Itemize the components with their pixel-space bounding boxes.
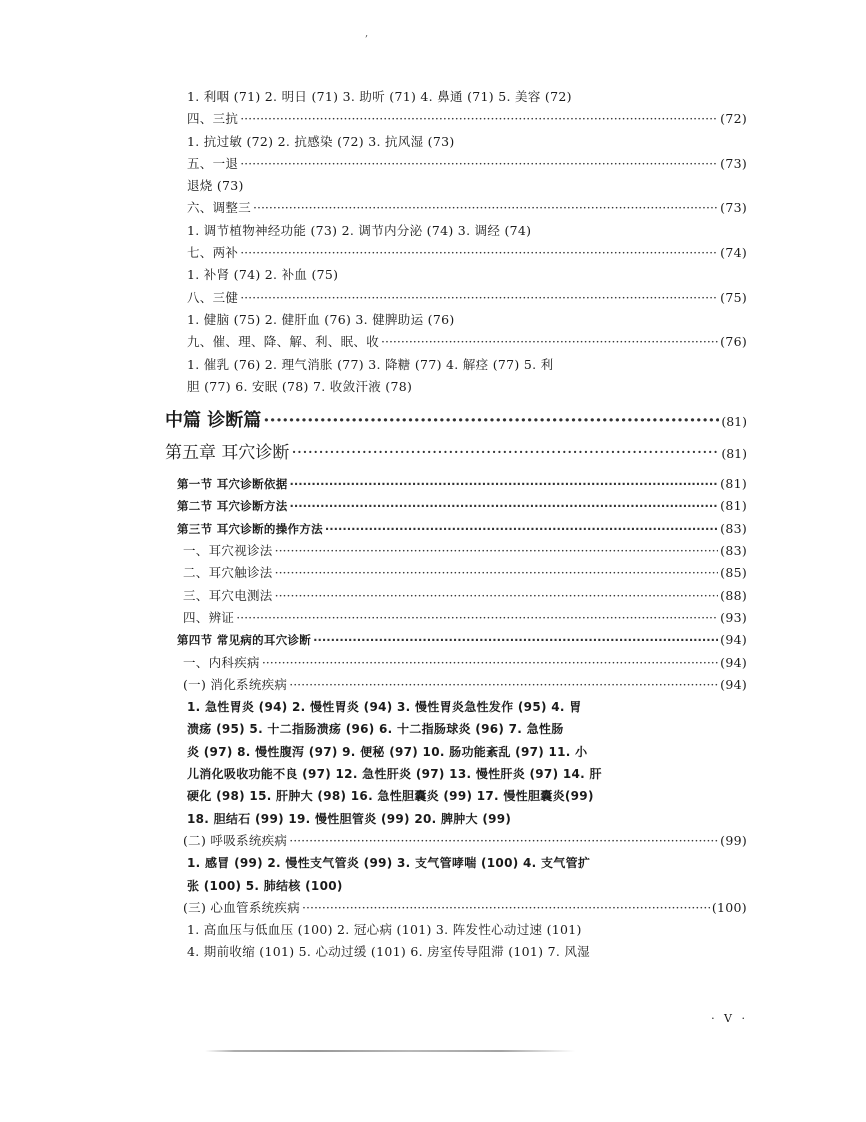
leader-dots xyxy=(240,108,718,130)
toc-text-line: 1. 利咽 (71) 2. 明日 (71) 3. 助听 (71) 4. 鼻通 (71) 5. 美容 (72) xyxy=(187,89,572,104)
page-footer: · V · xyxy=(711,1012,748,1025)
toc-entry xyxy=(183,674,747,696)
chapter-title: 第五章 耳穴诊断 xyxy=(165,443,290,464)
toc-entry-title: 第一节 耳穴诊断依据 xyxy=(177,477,288,492)
toc-entry xyxy=(187,242,747,264)
toc-entry-page: (73) xyxy=(720,200,747,216)
scan-mark: , xyxy=(365,28,369,39)
toc-entry-page: (83) xyxy=(720,520,747,536)
leader-dots xyxy=(236,607,718,629)
toc-entry-page: (93) xyxy=(720,609,747,625)
leader-dots xyxy=(289,674,718,696)
toc-entry-title: 四、辨证 xyxy=(183,609,235,625)
toc-entry xyxy=(187,287,747,309)
toc-entry-page: (81) xyxy=(720,498,747,514)
toc-text-line: 1. 补肾 (74) 2. 补血 (75) xyxy=(187,267,339,283)
toc-entry-title: 第二节 耳穴诊断方法 xyxy=(177,499,288,514)
toc-section-entry xyxy=(177,518,747,540)
toc-section-entry xyxy=(177,473,747,495)
leader-dots xyxy=(275,585,719,607)
toc-text-line: 硬化 (98) 15. 肝肿大 (98) 16. 急性胆囊炎 (99) 17. 慢性胆囊炎(99) xyxy=(187,789,594,804)
toc-text-line: 1. 催乳 (76) 2. 理气消胀 (77) 3. 降糖 (77) 4. 解痉 (77) 5. 利 xyxy=(187,356,554,372)
toc-text-line: 1. 健脑 (75) 2. 健肝血 (76) 3. 健脾助运 (76) xyxy=(187,311,455,327)
toc-entry-page: (74) xyxy=(720,245,747,261)
toc-text-line: 1. 感冒 (99) 2. 慢性支气管炎 (99) 3. 支气管哮喘 (100) 4. 支气管扩 xyxy=(187,856,591,871)
toc-entry-page: (73) xyxy=(720,155,747,171)
toc-entry xyxy=(183,585,747,607)
toc-text-line: 1. 急性胃炎 (94) 2. 慢性胃炎 (94) 3. 慢性胃炎急性发作 (95) 4. 胃 xyxy=(187,700,582,715)
chapter-heading xyxy=(165,437,747,470)
toc-entry-page: (88) xyxy=(720,587,747,603)
toc-entry xyxy=(183,540,747,562)
toc-entry-page: (94) xyxy=(720,654,747,670)
scan-artifact-line xyxy=(205,1050,575,1052)
toc-entry-page: (83) xyxy=(720,543,747,559)
toc-entry-page: (94) xyxy=(720,676,747,692)
toc-text-line: 炎 (97) 8. 慢性腹泻 (97) 9. 便秘 (97) 10. 肠功能紊乱 (97) 11. 小 xyxy=(187,744,588,759)
toc-entry-title: 八、三健 xyxy=(187,289,239,305)
leader-dots xyxy=(240,153,718,175)
toc-entry-page: (94) xyxy=(720,632,747,648)
leader-dots xyxy=(262,652,718,674)
leader-dots xyxy=(325,518,718,540)
toc-section-entry xyxy=(177,629,747,651)
toc-entry-page: (85) xyxy=(720,565,747,581)
toc-entry-title: (一) 消化系统疾病 xyxy=(183,676,288,692)
toc-entry xyxy=(183,830,747,852)
toc-text-line: 1. 抗过敏 (72) 2. 抗感染 (72) 3. 抗风湿 (73) xyxy=(187,133,455,149)
toc-entry xyxy=(187,153,747,175)
toc-entry-page: (75) xyxy=(720,289,747,305)
toc-entry xyxy=(183,607,747,629)
toc-entry xyxy=(183,897,747,919)
toc-text-line: 退烧 (73) xyxy=(187,178,244,194)
toc-text-line: 1. 高血压与低血压 (100) 2. 冠心病 (101) 3. 阵发性心动过速 (101) xyxy=(187,922,582,938)
part-heading xyxy=(165,404,747,437)
toc-entry-page: (100) xyxy=(711,899,747,915)
leader-dots xyxy=(275,562,719,584)
toc-entry-title: 二、耳穴触诊法 xyxy=(183,565,273,581)
toc-entry xyxy=(187,108,747,130)
toc-entry-page: (72) xyxy=(720,111,747,127)
chapter-page: (81) xyxy=(721,446,747,462)
leader-dots xyxy=(313,629,718,651)
toc-entry-title: 九、催、理、降、解、利、眠、收 xyxy=(187,334,380,350)
toc-entry-title: 第三节 耳穴诊断的操作方法 xyxy=(177,521,323,536)
toc-block-therapy xyxy=(187,86,747,398)
leader-dots xyxy=(290,495,719,517)
toc-entry-title: 七、两补 xyxy=(187,245,239,261)
toc-entry-title: (三) 心血管系统疾病 xyxy=(183,899,301,915)
toc-entry-title: 三、耳穴电测法 xyxy=(183,587,273,603)
leader-dots xyxy=(253,197,718,219)
leader-dots xyxy=(381,331,718,353)
toc-text-line: 1. 调节植物神经功能 (73) 2. 调节内分泌 (74) 3. 调经 (74) xyxy=(187,222,532,238)
toc-entry-title: 一、内科疾病 xyxy=(183,654,260,670)
toc-entry xyxy=(183,652,747,674)
toc-entry-title: (二) 呼吸系统疾病 xyxy=(183,832,288,848)
toc-block-diagnosis xyxy=(177,473,747,964)
toc-text-line: 胆 (77) 6. 安眠 (78) 7. 收敛汗液 (78) xyxy=(187,378,413,394)
toc-entry-title: 五、一退 xyxy=(187,155,239,171)
toc-text-line: 溃疡 (95) 5. 十二指肠溃疡 (96) 6. 十二指肠球炎 (96) 7. 急性肠 xyxy=(187,722,564,737)
toc-text-line: 张 (100) 5. 肺结核 (100) xyxy=(187,878,343,893)
toc-entry xyxy=(187,197,747,219)
toc-text-line: 4. 期前收缩 (101) 5. 心动过缓 (101) 6. 房室传导阻滞 (101) 7. 风湿 xyxy=(187,944,590,960)
leader-dots xyxy=(291,437,719,470)
toc-entry-title: 第四节 常见病的耳穴诊断 xyxy=(177,633,312,648)
toc-entry xyxy=(183,562,747,584)
toc-entry-title: 四、三抗 xyxy=(187,111,239,127)
leader-dots xyxy=(290,473,719,495)
toc-entry xyxy=(187,331,747,353)
toc-entry-title: 一、耳穴视诊法 xyxy=(183,543,273,559)
toc-entry-page: (76) xyxy=(720,334,747,350)
toc-entry-title: 六、调整三 xyxy=(187,200,252,216)
part-title: 中篇 诊断篇 xyxy=(165,410,262,432)
toc-entry-page: (99) xyxy=(720,832,747,848)
toc-section-entry xyxy=(177,495,747,517)
leader-dots xyxy=(240,287,718,309)
toc-content xyxy=(165,86,747,964)
leader-dots xyxy=(302,897,710,919)
toc-text-line: 18. 胆结石 (99) 19. 慢性胆管炎 (99) 20. 脾肿大 (99) xyxy=(187,811,512,826)
toc-entry-page: (81) xyxy=(720,476,747,492)
leader-dots xyxy=(289,830,718,852)
leader-dots xyxy=(240,242,718,264)
leader-dots xyxy=(263,404,719,437)
leader-dots xyxy=(275,540,719,562)
toc-text-line: 儿消化吸收功能不良 (97) 12. 急性肝炎 (97) 13. 慢性肝炎 (97) 14. 肝 xyxy=(187,767,602,782)
part-page: (81) xyxy=(721,414,747,430)
